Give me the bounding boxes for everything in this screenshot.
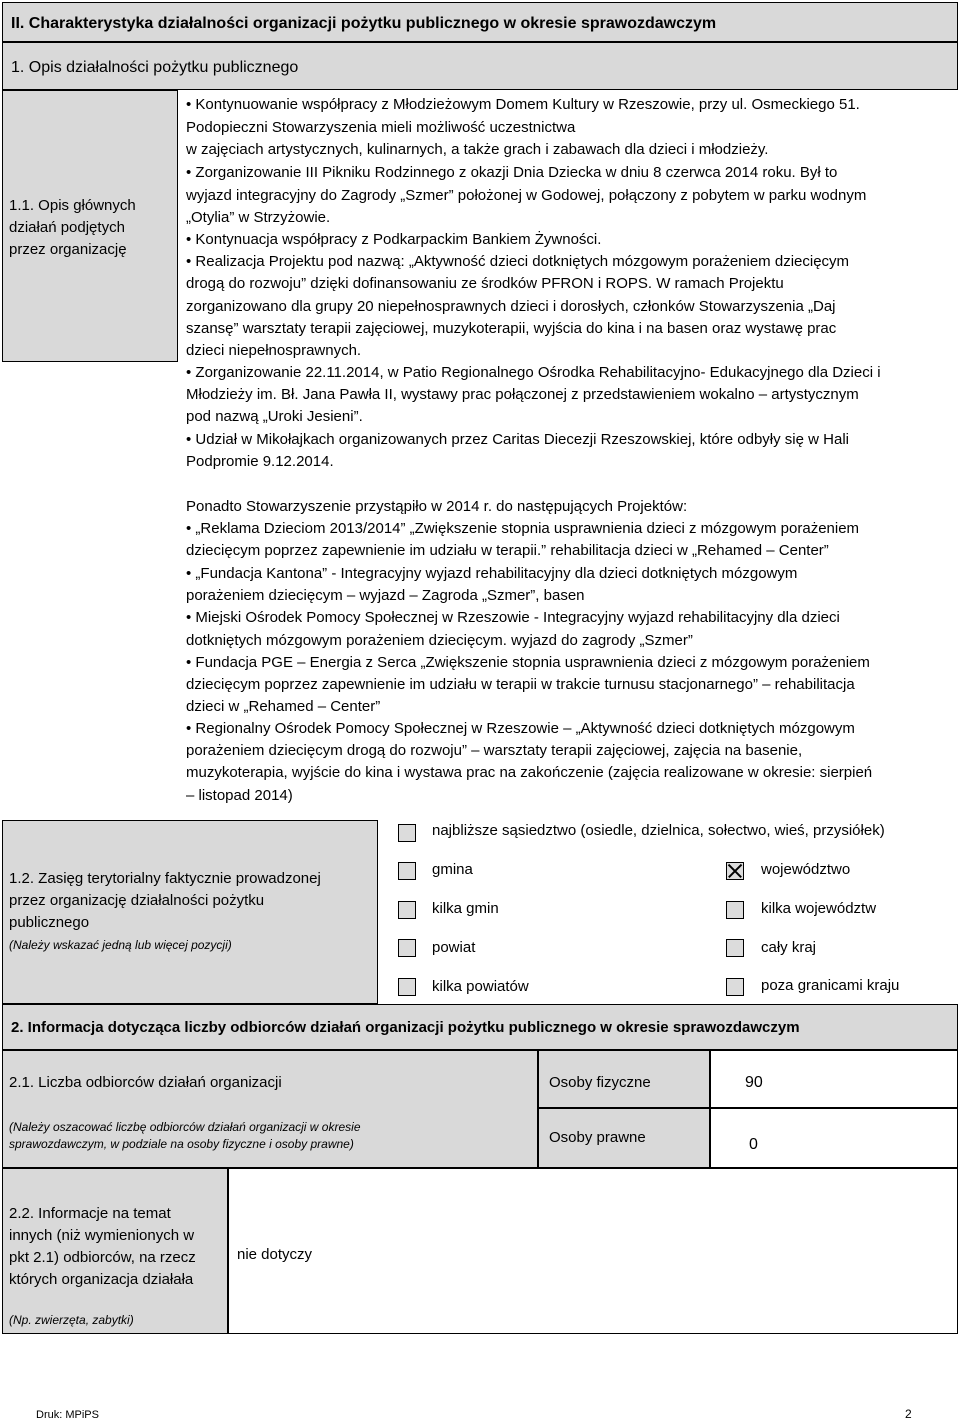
content-line: • Regionalny Ośrodek Pomocy Społecznej w Rzeszowie – „Aktywność dzieci dotkniętych mózgowym xyxy=(186,720,855,737)
s22-note: (Np. zwierzęta, zabytki) xyxy=(9,1313,134,1327)
option-label: cały kraj xyxy=(761,939,817,956)
content-line: pod nazwą „Uroki Jesieni”. xyxy=(186,408,363,425)
s22-label-line: innych (niż wymienionych w xyxy=(9,1227,195,1244)
checkbox-state xyxy=(398,824,399,825)
s12-label-line: przez organizację działalności pożytku xyxy=(9,892,265,909)
checkbox-3[interactable] xyxy=(398,939,416,957)
option-label: województwo xyxy=(761,861,851,878)
content-line: • „Reklama Dzieciom 2013/2014” „Zwiększenie stopnia usprawnienia dzieci z mózgowym porażeniem xyxy=(186,520,860,537)
s12-label-line: publicznego xyxy=(9,914,90,931)
s21-note-line: (Należy oszacować liczbę odbiorców działań organizacji w okresie xyxy=(9,1120,361,1134)
content-line: zorganizowano dla grupy 20 niepełnosprawnych dzieci i dorosłych, członków Stowarzyszenia „Daj xyxy=(186,298,836,315)
checkbox-state xyxy=(726,978,727,979)
option-label: kilka województw xyxy=(761,900,877,917)
option-label: gmina xyxy=(432,861,473,878)
content-line: dziecięcym poprzez zapewnienie im udziału w terapii w trakcie turnusu stacjonarnego” – rehabilitacja xyxy=(186,676,855,693)
prawne-label-cell xyxy=(538,1108,710,1168)
checkbox-state xyxy=(398,978,399,979)
checkbox-state xyxy=(398,862,399,863)
content-line: • Miejski Ośrodek Pomocy Społecznej w Rzeszowie - Integracyjny wyjazd rehabilitacyjny dla dzieci xyxy=(186,609,840,626)
s11-label-line: działań podjętych xyxy=(9,219,125,236)
content-line: drogą do rozwoju” dzięki dofinansowaniu ze środków PFRON i ROPS. W ramach Projektu xyxy=(186,275,784,292)
print-label: Druk: MPiPS xyxy=(36,1409,99,1421)
prawne-value: 0 xyxy=(749,1136,758,1153)
s21-label-cell xyxy=(2,1050,538,1168)
option-label: najbliższe sąsiedztwo (osiedle, dzielnica, sołectwo, wieś, przysiółek) xyxy=(432,822,885,839)
fizyczne-label-cell xyxy=(538,1050,710,1108)
content-line: Ponadto Stowarzyszenie przystąpiło w 2014 r. do następujących Projektów: xyxy=(186,498,688,515)
prawne-label: Osoby prawne xyxy=(549,1129,646,1146)
s12-note: (Należy wskazać jedną lub więcej pozycji) xyxy=(9,938,232,952)
section2-title: 2. Informacja dotycząca liczby odbiorców działań organizacji pożytku publicznego w okresie sprawozdawczym xyxy=(2,1004,958,1050)
s22-label-line: których organizacja działała xyxy=(9,1271,194,1288)
checkbox-1[interactable] xyxy=(398,862,416,880)
option-label: poza granicami kraju xyxy=(761,977,900,994)
content-line: dzieci w „Rehamed – Center” xyxy=(186,698,381,715)
content-line: dziecięcym poprzez zapewnienie im udziału w terapii.” rehabilitacja dzieci w „Rehamed – Center” xyxy=(186,542,829,559)
content-line: „Otylia” w Strzyżowie. xyxy=(186,209,331,226)
s22-label-line: pkt 2.1) odbiorców, na rzecz xyxy=(9,1249,196,1266)
s12-label-cell xyxy=(2,820,378,1004)
s22-label-line: 2.2. Informacje na temat xyxy=(9,1205,171,1222)
page-number: 2 xyxy=(905,1407,912,1421)
content-line: – listopad 2014) xyxy=(186,787,293,804)
checkbox-state xyxy=(398,939,399,940)
checkbox-state xyxy=(398,901,399,902)
checkbox-0[interactable] xyxy=(398,824,416,842)
content-line: Podopieczni Stowarzyszenia mieli możliwość uczestnictwa xyxy=(186,119,576,136)
content-line: • Fundacja PGE – Energia z Serca „Zwiększenie stopnia usprawnienia dzieci z mózgowym porażeniem xyxy=(186,654,870,671)
content-line: dotkniętych mózgowym porażeniem dziecięcym. wyjazd do zagrody „Szmer” xyxy=(186,632,693,649)
content-line: • Zorganizowanie 22.11.2014, w Patio Regionalnego Ośrodka Rehabilitacyjno- Edukacyjnego dla Dzieci i xyxy=(186,364,881,381)
s12-label-line: 1.2. Zasięg terytorialny faktycznie prowadzonej xyxy=(9,870,321,887)
checkbox-2[interactable] xyxy=(398,901,416,919)
option-label: powiat xyxy=(432,939,476,956)
s11-label-line: 1.1. Opis głównych xyxy=(9,197,136,214)
s21-note-line: sprawozdawczym, w podziale na osoby fizyczne i osoby prawne) xyxy=(9,1137,354,1151)
content-line: • Udział w Mikołajkach organizowanych przez Caritas Diecezji Rzeszowskiej, które odbyły się w Hali xyxy=(186,431,849,448)
content-line: • „Fundacja Kantona” - Integracyjny wyjazd rehabilitacyjny dla dzieci dotkniętych mózgowym xyxy=(186,565,798,582)
prawne-value-cell xyxy=(710,1108,958,1168)
content-line: muzykoterapia, wyjście do kina i wystawa prac na zakończenie (zajęcia realizowane w okresie: sierpień xyxy=(186,764,873,781)
s22-value: nie dotyczy xyxy=(237,1246,313,1263)
s12-options xyxy=(378,820,958,1004)
option-label: kilka powiatów xyxy=(432,978,529,995)
content-line: porażeniem dziecięcym drogą do rozwoju” – warsztaty terapii zajęciowej, zajęcia na basenie, xyxy=(186,742,803,759)
s22-label-cell xyxy=(2,1168,228,1334)
content-line: • Realizacja Projektu pod nazwą: „Aktywność dzieci dotkniętych mózgowym porażeniem dziecięcym xyxy=(186,253,850,270)
checkbox-6[interactable] xyxy=(726,901,744,919)
checkbox-state xyxy=(726,862,727,863)
s22-value-cell xyxy=(228,1168,958,1334)
content-line: porażeniem dziecięcym – wyjazd – Zagroda „Szmer”, basen xyxy=(186,587,585,604)
fizyczne-value: 90 xyxy=(745,1074,763,1091)
content-line: w zajęciach artystycznych, kulinarnych, a także grach i zabawach dla dzieci i młodzieży. xyxy=(186,141,769,158)
section-title: II. Charakterystyka działalności organizacji pożytku publicznego w okresie sprawozdawczym xyxy=(2,2,958,42)
checkbox-4[interactable] xyxy=(398,978,416,996)
subsection-title: 1. Opis działalności pożytku publicznego xyxy=(2,42,958,90)
content-line: szansę” warsztaty terapii zajęciowej, muzykoterapii, wyjścia do kina i na basen oraz wystawę prac xyxy=(186,320,837,337)
content-line: Młodzieży im. Bł. Jana Pawła II, wystawy prac połączonej z przedstawieniem wokalno – artystycznym xyxy=(186,386,859,403)
fizyczne-label: Osoby fizyczne xyxy=(549,1074,651,1091)
option-label: kilka gmin xyxy=(432,900,499,917)
s21-label: 2.1. Liczba odbiorców działań organizacji xyxy=(9,1074,282,1091)
checkbox-state xyxy=(726,939,727,940)
checkbox-state xyxy=(726,901,727,902)
content-line: dzieci niepełnosprawnych. xyxy=(186,342,362,359)
content-line: • Kontynuowanie współpracy z Młodzieżowym Domem Kultury w Rzeszowie, przy ul. Osmeckiego 51. xyxy=(186,96,860,113)
checkbox-7[interactable] xyxy=(726,939,744,957)
content-line: • Zorganizowanie III Pikniku Rodzinnego z okazji Dnia Dziecka w dniu 8 czerwca 2014 roku. Był to xyxy=(186,164,838,181)
content-line: wyjazd integracyjny do Zagrody „Szmer” położonej w Godowej, połączony z pobytem w parku wodnym xyxy=(186,187,867,204)
s11-label-line: przez organizację xyxy=(9,241,127,258)
content-line: • Kontynuacja współpracy z Podkarpackim Bankiem Żywności. xyxy=(186,231,602,248)
checkbox-5[interactable] xyxy=(726,862,744,880)
checkbox-8[interactable] xyxy=(726,978,744,996)
content-line: Podpromie 9.12.2014. xyxy=(186,453,334,470)
fizyczne-value-cell xyxy=(710,1050,958,1108)
